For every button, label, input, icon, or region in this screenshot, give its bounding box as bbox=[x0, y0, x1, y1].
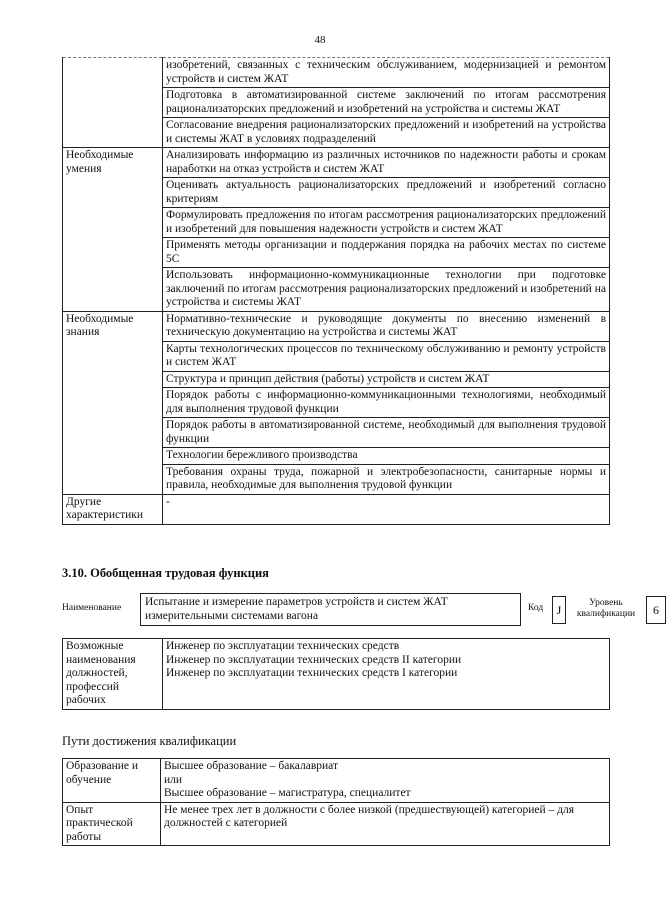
list-item: Порядок работы с информационно-коммуникационными технологиями, необходимый для выполнения трудовой функции bbox=[163, 388, 610, 418]
positions-table bbox=[62, 638, 610, 710]
list-item: Оценивать актуальность рационализаторских предложений и изобретений согласно критериям bbox=[163, 178, 610, 208]
table-row bbox=[63, 448, 610, 465]
list-item: Нормативно-технические и руководящие документы по внесению изменений в техническую документацию на устройства и системы ЖАТ bbox=[163, 311, 610, 341]
list-item: Согласование внедрения рационализаторских предложений и изобретений на устройства и системы ЖАТ в условиях подразделений bbox=[163, 118, 610, 148]
empty-label-cell bbox=[63, 448, 163, 465]
list-item: Применять методы организации и поддержания порядка на рабочих местах по системе 5С bbox=[163, 238, 610, 268]
list-item: Порядок работы в автоматизированной системе, необходимый для выполнения трудовой функции bbox=[163, 418, 610, 448]
table-row bbox=[63, 148, 610, 178]
page-number: 48 bbox=[314, 34, 326, 46]
list-item: Анализировать информацию из различных источников по надежности работы и срокам наработки на отказ устройств и систем ЖАТ bbox=[163, 148, 610, 178]
table-row bbox=[63, 238, 610, 268]
list-item: Инженер по эксплуатации технических средств I категории bbox=[166, 667, 458, 679]
table-row bbox=[63, 341, 610, 371]
table-row bbox=[63, 639, 610, 710]
education-values bbox=[161, 759, 610, 803]
positions-values bbox=[163, 639, 610, 710]
empty-label-cell bbox=[63, 464, 163, 494]
table-row bbox=[63, 494, 610, 524]
paths-table bbox=[62, 758, 610, 846]
list-item: Формулировать предложения по итогам рассмотрения рационализаторских предложений и изобретений для повышения надежности устройств и систем ЖАТ bbox=[163, 208, 610, 238]
list-item: Инженер по эксплуатации технических средств bbox=[166, 640, 400, 652]
function-header bbox=[62, 593, 659, 629]
empty-label-cell bbox=[63, 118, 163, 148]
table-row bbox=[63, 88, 610, 118]
empty-label-cell bbox=[63, 208, 163, 238]
requirements-table bbox=[62, 57, 610, 525]
empty-label-cell bbox=[63, 238, 163, 268]
name-label: Наименование bbox=[62, 603, 122, 613]
list-item: Высшее образование – бакалавриат bbox=[164, 760, 338, 772]
empty-label-cell bbox=[63, 178, 163, 208]
table-row bbox=[63, 118, 610, 148]
code-label: Код bbox=[528, 603, 544, 613]
table-row bbox=[63, 388, 610, 418]
empty-label-cell bbox=[63, 268, 163, 312]
table-row bbox=[63, 268, 610, 312]
table-row bbox=[63, 802, 610, 846]
list-item: Структура и принцип действия (работы) устройств и систем ЖАТ bbox=[163, 371, 610, 388]
list-item: Требования охраны труда, пожарной и электробезопасности, санитарные нормы и правила, необходимые для выполнения трудовой функции bbox=[163, 464, 610, 494]
positions-label: Возможные наименования должностей, профессий рабочих bbox=[63, 639, 163, 710]
code-value: J bbox=[552, 596, 566, 624]
table-row bbox=[63, 418, 610, 448]
table-row bbox=[63, 58, 610, 88]
empty-label-cell bbox=[63, 58, 163, 88]
level-label: Уровень квалификации bbox=[576, 598, 636, 619]
empty-label-cell bbox=[63, 371, 163, 388]
list-item: Инженер по эксплуатации технических средств II категории bbox=[166, 653, 462, 666]
education-label: Образование и обучение bbox=[63, 759, 161, 803]
other-value: - bbox=[163, 494, 610, 524]
list-item: Карты технологических процессов по техническому обслуживанию и ремонту устройств и систем ЖАТ bbox=[163, 341, 610, 371]
table-row bbox=[63, 371, 610, 388]
table-row bbox=[63, 311, 610, 341]
list-item: или bbox=[164, 773, 183, 786]
table-row bbox=[63, 759, 610, 803]
skills-label: Необходимые умения bbox=[63, 148, 163, 178]
knowledge-label: Необходимые знания bbox=[63, 311, 163, 341]
list-item: Использовать информационно-коммуникационные технологии при подготовке заключений по итогам рассмотрения рационализаторских предложений и изобретений на устройства и системы ЖАТ bbox=[163, 268, 610, 312]
empty-label-cell bbox=[63, 418, 163, 448]
list-item: Подготовка в автоматизированной системе заключений по итогам рассмотрения рационализаторских предложений и изобретений на устройства и системы ЖАТ bbox=[163, 88, 610, 118]
list-item: изобретений, связанных с техническим обслуживанием, модернизацией и ремонтом устройств и систем ЖАТ bbox=[163, 58, 610, 88]
empty-label-cell bbox=[63, 341, 163, 371]
section-title: 3.10. Обобщенная трудовая функция bbox=[62, 566, 269, 580]
empty-label-cell bbox=[63, 88, 163, 118]
table-row bbox=[63, 208, 610, 238]
table-row bbox=[63, 464, 610, 494]
name-value: Испытание и измерение параметров устройств и систем ЖАТ измерительными системами вагона bbox=[140, 593, 521, 626]
experience-value: Не менее трех лет в должности с более низкой (предшествующей) категорией – для должностей с категорией bbox=[161, 802, 610, 846]
paths-title: Пути достижения квалификации bbox=[62, 734, 237, 748]
list-item: Высшее образование – магистратура, специалитет bbox=[164, 787, 411, 799]
other-label: Другие характеристики bbox=[63, 494, 163, 524]
empty-label-cell bbox=[63, 388, 163, 418]
level-value: 6 bbox=[646, 596, 666, 624]
table-row bbox=[63, 178, 610, 208]
experience-label: Опыт практической работы bbox=[63, 802, 161, 846]
list-item: Технологии бережливого производства bbox=[163, 448, 610, 465]
